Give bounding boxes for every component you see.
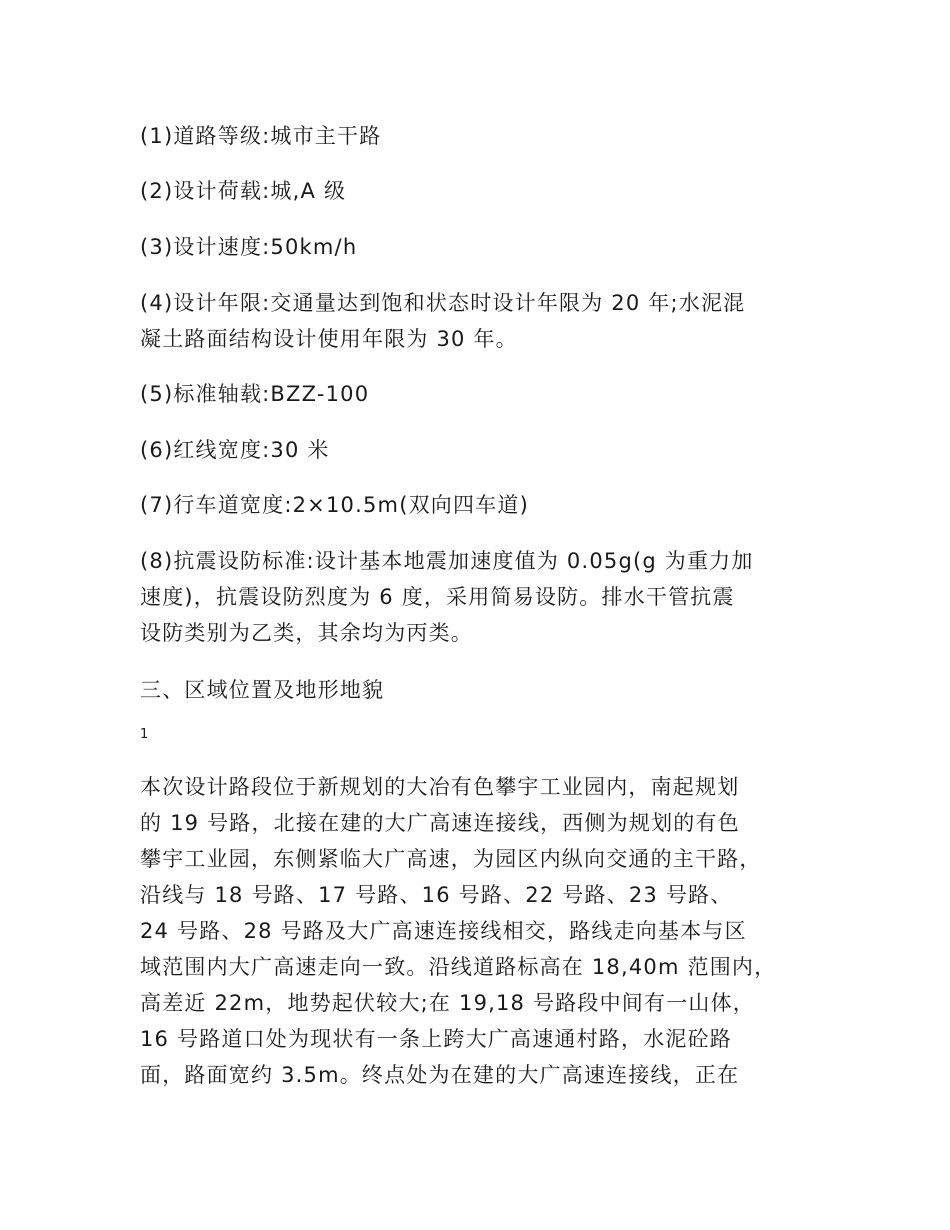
paragraph-line: 面，路面宽约 3.5m。终点处为在建的大广高速连接线，正在 <box>140 1063 740 1087</box>
spec-item-seismic-line3: 设防类别为乙类，其余均为丙类。 <box>140 621 473 645</box>
paragraph-line: 的 19 号路，北接在建的大广高速连接线，西侧为规划的有色 <box>140 811 740 835</box>
page-number: 1 <box>140 727 149 742</box>
spec-item-design-life-line2: 凝土路面结构设计使用年限为 30 年。 <box>140 327 518 351</box>
spec-item-design-speed: (3)设计速度:50km/h <box>140 235 358 259</box>
spec-item-design-load: (2)设计荷载:城,A 级 <box>140 179 347 203</box>
paragraph-line: 域范围内大广高速走向一致。沿线道路标高在 18,40m 范围内， <box>140 955 777 979</box>
spec-item-road-grade: (1)道路等级:城市主干路 <box>140 124 382 148</box>
spec-item-red-line-width: (6)红线宽度:30 米 <box>140 438 330 462</box>
paragraph-line: 24 号路、28 号路及大广高速连接线相交，路线走向基本与区 <box>140 919 747 943</box>
spec-item-standard-axle-load: (5)标准轴载:BZZ-100 <box>140 382 370 406</box>
spec-item-design-life-line1: (4)设计年限:交通量达到饱和状态时设计年限为 20 年;水泥混 <box>140 291 746 315</box>
paragraph-line: 16 号路道口处为现状有一条上跨大广高速通村路，水泥砼路 <box>140 1027 732 1051</box>
section-heading: 三、区域位置及地形地貌 <box>140 678 385 702</box>
paragraph-line: 沿线与 18 号路、17 号路、16 号路、22 号路、23 号路、 <box>140 883 733 907</box>
paragraph-line: 高差近 22m，地势起伏较大;在 19,18 号路段中间有一山体， <box>140 991 755 1015</box>
paragraph-line: 本次设计路段位于新规划的大冶有色攀宇工业园内，南起规划 <box>140 775 740 799</box>
paragraph-line: 攀宇工业园，东侧紧临大广高速，为园区内纵向交通的主干路， <box>140 847 762 871</box>
spec-item-seismic-line1: (8)抗震设防标准:设计基本地震加速度值为 0.05g(g 为重力加 <box>140 549 754 573</box>
spec-item-seismic-line2: 速度)，抗震设防烈度为 6 度，采用简易设防。排水干管抗震 <box>140 585 735 609</box>
spec-item-lane-width: (7)行车道宽度:2×10.5m(双向四车道) <box>140 493 529 517</box>
